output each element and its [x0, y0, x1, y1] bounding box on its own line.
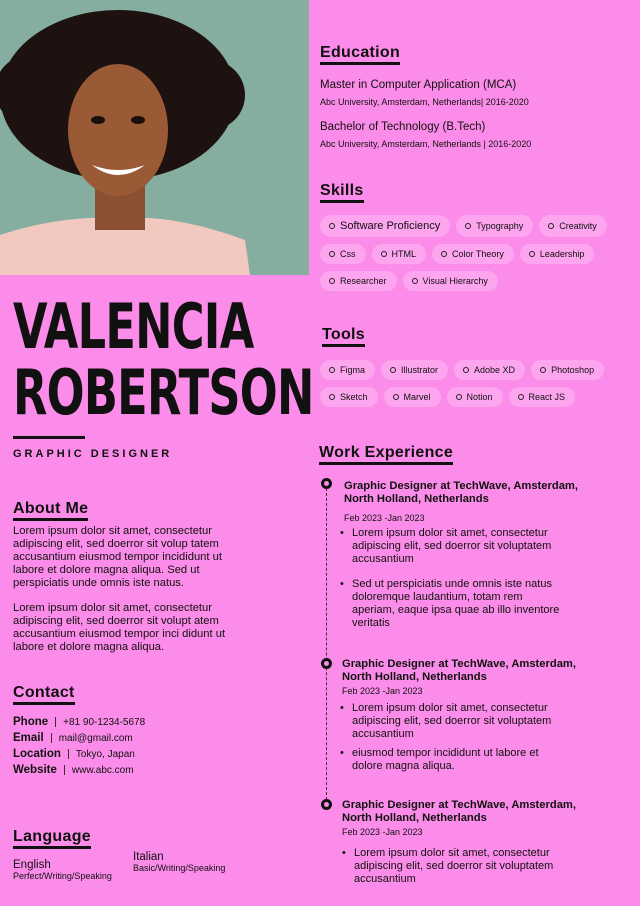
language-item: [13, 859, 112, 881]
language-name: English: [13, 859, 51, 871]
language-heading: Language: [13, 828, 91, 850]
contact-label: Location: [13, 748, 61, 760]
tool-chip: [531, 360, 604, 380]
skill-chip: [539, 215, 607, 237]
full-name: [13, 290, 314, 429]
timeline-dot-icon: [321, 478, 332, 489]
job-bullets: [352, 527, 562, 636]
bullet-circle-icon: [548, 223, 554, 229]
bullet-circle-icon: [518, 394, 524, 400]
job-date: Feb 2023 -Jan 2023: [342, 686, 423, 696]
bullet-circle-icon: [329, 394, 335, 400]
skill-label: Visual Hierarchy: [422, 276, 488, 286]
skill-chip: [320, 244, 366, 264]
bullet-circle-icon: [390, 367, 396, 373]
contact-label: Phone: [13, 716, 49, 728]
language-level: Basic/Writing/Speaking: [133, 863, 226, 873]
skill-chip: [432, 244, 514, 264]
skill-chip: [320, 271, 397, 291]
skill-chip: [456, 215, 533, 237]
bullet-circle-icon: [540, 367, 546, 373]
education-degree: Master in Computer Application (MCA): [320, 79, 517, 91]
contact-email: [13, 732, 133, 744]
bullet-circle-icon: [329, 251, 335, 257]
tool-chip: [320, 360, 375, 380]
skill-label: Researcher: [340, 276, 387, 286]
contact-phone: [13, 716, 145, 728]
skill-label: Color Theory: [452, 249, 504, 259]
tool-chip: [454, 360, 525, 380]
tool-label: Notion: [466, 392, 493, 402]
skill-label: Css: [340, 249, 356, 259]
phone-value[interactable]: +81 90-1234-5678: [63, 716, 146, 728]
timeline-dot-icon: [321, 799, 332, 810]
email-link[interactable]: mail@gmail.com: [58, 732, 133, 744]
tools-heading: Tools: [322, 326, 365, 348]
job-title: Graphic Designer at TechWave, Amsterdam, North Holland, Netherlands: [344, 480, 578, 505]
contact-label: Website: [13, 764, 57, 776]
tool-label: Figma: [340, 365, 366, 375]
tool-chip: [381, 360, 448, 380]
job-title: Graphic Designer at TechWave, Amsterdam, North Holland, Netherlands: [342, 658, 576, 683]
bullet-circle-icon: [329, 367, 335, 373]
tool-chip: [509, 387, 576, 407]
skill-label: Typography: [476, 221, 524, 231]
job-role: GRAPHIC DESIGNER: [13, 448, 173, 460]
bullet-circle-icon: [441, 251, 447, 257]
contact-heading: Contact: [13, 684, 75, 706]
tool-label: Sketch: [340, 392, 368, 402]
skill-chip: [403, 271, 498, 291]
list-item: • Lorem ipsum dolor sit amet, consectetur adipiscing elit, sed doerror sit voluptatem accusantium: [354, 847, 564, 886]
language-level: Perfect/Writing/Speaking: [13, 871, 112, 881]
skill-chip: [520, 244, 595, 264]
tool-chip: [320, 387, 378, 407]
first-name: VALENCIA: [13, 290, 254, 363]
tool-label: Illustrator: [401, 365, 439, 375]
tool-label: Adobe XD: [474, 365, 516, 375]
work-experience-heading: Work Experience: [319, 444, 453, 466]
list-item: • Sed ut perspiciatis unde omnis iste natus doloremque laudantium, totam rem aperiam, eaque ipsa quae ab illo inventore veritatis: [352, 578, 562, 630]
last-name: ROBERTSON: [13, 356, 314, 429]
about-paragraph: Lorem ipsum dolor sit amet, consectetur adipiscing elit, sed doerror sit volup tatem accusantium eiusmod tempor incididunt ut labore et dolore magna aliqua. Sed ut perspiciatis unde omnis iste natus.: [13, 525, 222, 589]
bullet-circle-icon: [456, 394, 462, 400]
about-paragraph: Lorem ipsum dolor sit amet, consectetur adipiscing elit, sed doerror sit volupt atem accusantium eiusmod tempor inci didunt ut labore et dolore magna aliqua.: [13, 602, 226, 653]
tool-label: Photoshop: [551, 365, 595, 375]
profile-photo: [0, 0, 309, 275]
list-item: • Lorem ipsum dolor sit amet, consectetur adipiscing elit, sed doerror sit voluptatem accusantium: [352, 702, 562, 741]
education-detail: Abc University, Amsterdam, Netherlands| 2016-2020: [320, 97, 529, 107]
contact-label: Email: [13, 732, 44, 744]
about-heading: About Me: [13, 500, 88, 522]
skills-list: [320, 215, 630, 291]
contact-location: [13, 748, 135, 760]
location-value: Tokyo, Japan: [75, 748, 135, 760]
skill-chip: [372, 244, 427, 264]
website-link[interactable]: www.abc.com: [71, 764, 134, 776]
name-divider: [13, 436, 85, 439]
skill-label: Software Proficiency: [340, 220, 441, 232]
skill-label: Creativity: [559, 221, 597, 231]
skill-label: Leadership: [539, 249, 585, 259]
education-heading: Education: [320, 44, 400, 66]
language-name: Italian: [133, 851, 164, 863]
education-degree: Bachelor of Technology (B.Tech): [320, 121, 486, 133]
list-item: • eiusmod tempor incididunt ut labore et dolore magna aliqua.: [352, 747, 562, 773]
bullet-circle-icon: [393, 394, 399, 400]
tool-chip: [447, 387, 503, 407]
tool-label: Marvel: [403, 392, 431, 402]
bullet-circle-icon: [412, 278, 418, 284]
job-date: Feb 2023 -Jan 2023: [342, 827, 423, 837]
tools-list: [320, 360, 630, 407]
bullet-circle-icon: [463, 367, 469, 373]
timeline-dot-icon: [321, 658, 332, 669]
job-date: Feb 2023 -Jan 2023: [344, 513, 425, 523]
bullet-circle-icon: [329, 223, 335, 229]
bullet-circle-icon: [529, 251, 535, 257]
bullet-circle-icon: [329, 278, 335, 284]
tool-label: React JS: [528, 392, 566, 402]
timeline-line: [326, 483, 327, 805]
skill-chip: [320, 215, 450, 237]
contact-website: [13, 764, 134, 776]
job-title: Graphic Designer at TechWave, Amsterdam, North Holland, Netherlands: [342, 799, 576, 824]
bullet-circle-icon: [465, 223, 471, 229]
skill-label: HTML: [391, 249, 416, 259]
bullet-circle-icon: [381, 251, 387, 257]
tool-chip: [384, 387, 441, 407]
job-bullets: [352, 702, 562, 779]
list-item: • Lorem ipsum dolor sit amet, consectetur adipiscing elit, sed doerror sit voluptatem accusantium: [352, 527, 562, 566]
job-bullets: [354, 847, 564, 892]
language-item: [133, 851, 225, 873]
skills-heading: Skills: [320, 182, 364, 204]
education-detail: Abc University, Amsterdam, Netherlands | 2016-2020: [320, 139, 532, 149]
